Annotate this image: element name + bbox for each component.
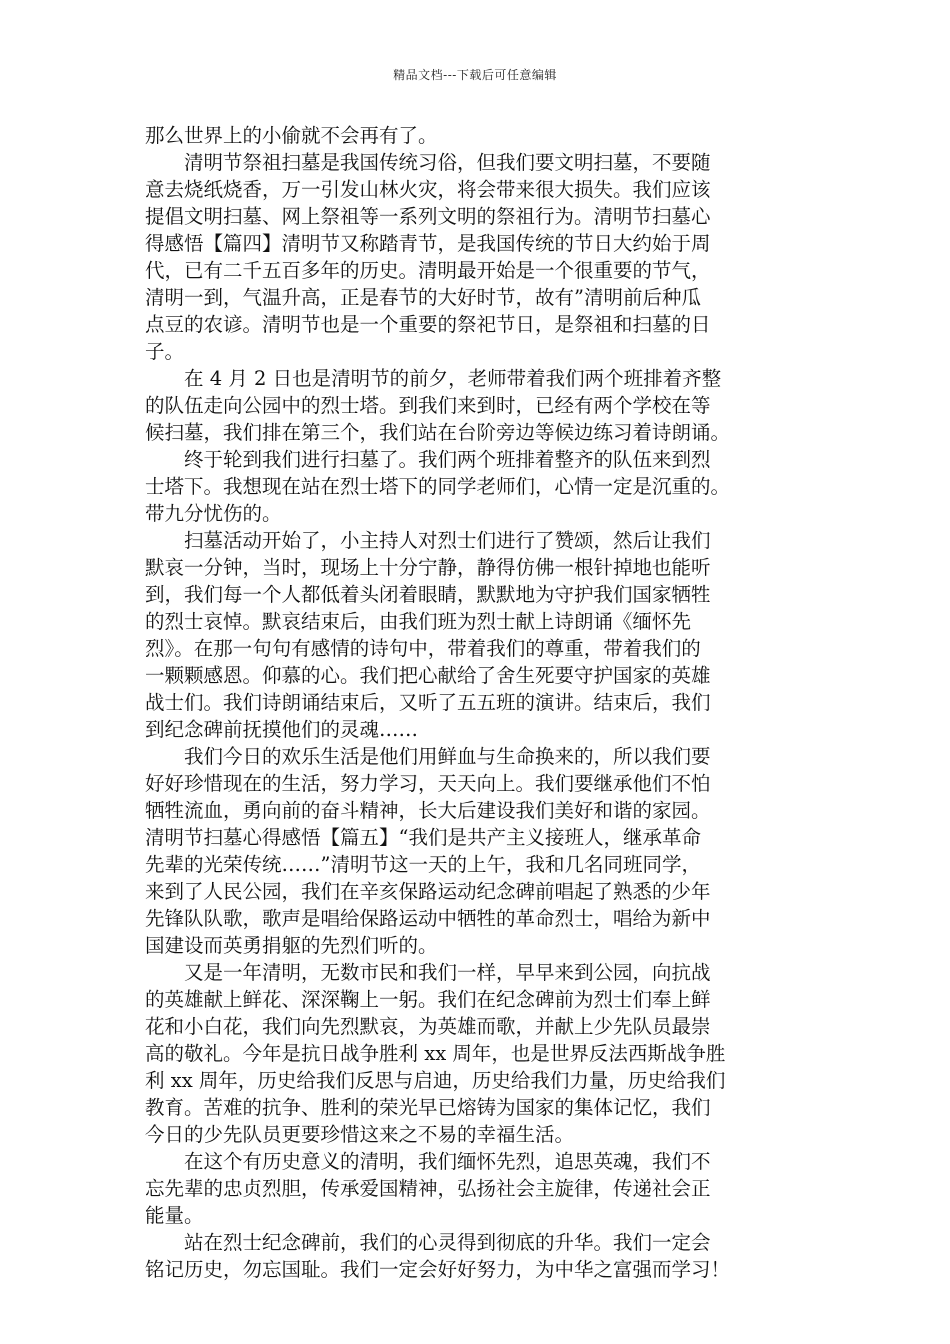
- text-line: 终于轮到我们进行扫墓了。我们两个班排着整齐的队伍来到烈: [145, 448, 711, 471]
- text-line: 能量。: [145, 1204, 204, 1227]
- text-line: 的队伍走向公园中的烈士塔。到我们来到时，已经有两个学校在等: [145, 394, 711, 417]
- text-line: 先辈的光荣传统……”清明节这一天的上午，我和几名同班同学，: [145, 853, 701, 876]
- document-body: [145, 122, 825, 1283]
- text-line: 得感悟【篇四】清明节又称踏青节，是我国传统的节日大约始于周: [145, 232, 711, 255]
- text-line: 国建设而英勇捐躯的先烈们听的。: [145, 934, 438, 957]
- text-line: 教育。苦难的抗争、胜利的荣光早已熔铸为国家的集体记忆，我们: [145, 1096, 711, 1119]
- text-line: 扫墓活动开始了，小主持人对烈士们进行了赞颂，然后让我们: [145, 529, 711, 552]
- text-line: 提倡文明扫墓、网上祭祖等一系列文明的祭祖行为。清明节扫墓心: [145, 205, 711, 228]
- text-line: 忘先辈的忠贞烈胆，传承爱国精神，弘扬社会主旋律，传递社会正: [145, 1177, 711, 1200]
- text-line: 又是一年清明，无数市民和我们一样，早早来到公园，向抗战: [145, 961, 711, 984]
- text-line: 铭记历史，勿忘国耻。我们一定会好好努力，为中华之富强而学习！: [145, 1258, 731, 1281]
- text-line: 士塔下。我想现在站在烈士塔下的同学老师们，心情一定是沉重的。: [145, 475, 731, 498]
- text-line: 在这个有历史意义的清明，我们缅怀先烈，追思英魂，我们不: [145, 1150, 711, 1173]
- text-line: 意去烧纸烧香，万一引发山林火灾，将会带来很大损失。我们应该: [145, 178, 711, 201]
- text-line: 在 4 月 2 日也是清明节的前夕，老师带着我们两个班排着齐整: [145, 367, 722, 390]
- text-line: 子。: [145, 340, 185, 363]
- text-line: 今日的少先队员更要珍惜这来之不易的幸福生活。: [145, 1123, 575, 1146]
- text-line: 利 xx 周年，历史给我们反思与启迪，历史给我们力量，历史给我们: [145, 1069, 726, 1092]
- text-line: 清明节扫墓心得感悟【篇五】“我们是共产主义接班人，继承革命: [145, 826, 701, 849]
- text-line: 代，已有二千五百多年的历史。清明最开始是一个很重要的节气，: [145, 259, 711, 282]
- text-line: 的英雄献上鲜花、深深鞠上一躬。我们在纪念碑前为烈士们奉上鲜: [145, 988, 711, 1011]
- text-line: 那么世界上的小偷就不会再有了。: [145, 124, 438, 147]
- text-line: 牺牲流血，勇向前的奋斗精神，长大后建设我们美好和谐的家园。: [145, 799, 711, 822]
- text-line: 到纪念碑前抚摸他们的灵魂……: [145, 718, 419, 741]
- text-line: 花和小白花，我们向先烈默哀，为英雄而歌，并献上少先队员最崇: [145, 1015, 711, 1038]
- text-line: 一颗颗感恩。仰慕的心。我们把心献给了舍生死要守护国家的英雄: [145, 664, 711, 687]
- text-line: 的烈士哀悼。默哀结束后，由我们班为烈士献上诗朗诵《缅怀先: [145, 610, 692, 633]
- text-line: 来到了人民公园，我们在辛亥保路运动纪念碑前唱起了熟悉的少年: [145, 880, 711, 903]
- text-line: 先锋队队歌，歌声是唱给保路运动中牺牲的革命烈士，唱给为新中: [145, 907, 711, 930]
- text-line: 到，我们每一个人都低着头闭着眼睛，默默地为守护我们国家牺牲: [145, 583, 711, 606]
- text-line: 好好珍惜现在的生活，努力学习，天天向上。我们要继承他们不怕: [145, 772, 711, 795]
- text-line: 我们今日的欢乐生活是他们用鲜血与生命换来的，所以我们要: [145, 745, 711, 768]
- text-line: 高的敬礼。今年是抗日战争胜利 xx 周年，也是世界反法西斯战争胜: [145, 1042, 726, 1065]
- text-line: 候扫墓，我们排在第三个，我们站在台阶旁边等候边练习着诗朗诵。: [145, 421, 731, 444]
- text-line: 带九分忧伤的。: [145, 502, 282, 525]
- text-line: 默哀一分钟，当时，现场上十分宁静，静得仿佛一根针掉地也能听: [145, 556, 711, 579]
- text-line: 清明一到，气温升高，正是春节的大好时节，故有”清明前后种瓜: [145, 286, 701, 309]
- text-line: 战士们。我们诗朗诵结束后，又听了五五班的演讲。结束后，我们: [145, 691, 711, 714]
- page-header: 精品文档---下载后可任意编辑: [393, 68, 557, 82]
- text-line: 烈》。在那一句句有感情的诗句中，带着我们的尊重，带着我们的: [145, 637, 701, 660]
- text-line: 站在烈士纪念碑前，我们的心灵得到彻底的升华。我们一定会: [145, 1231, 711, 1254]
- text-line: 清明节祭祖扫墓是我国传统习俗，但我们要文明扫墓，不要随: [145, 151, 711, 174]
- text-line: 点豆的农谚。清明节也是一个重要的祭祀节日，是祭祖和扫墓的日: [145, 313, 711, 336]
